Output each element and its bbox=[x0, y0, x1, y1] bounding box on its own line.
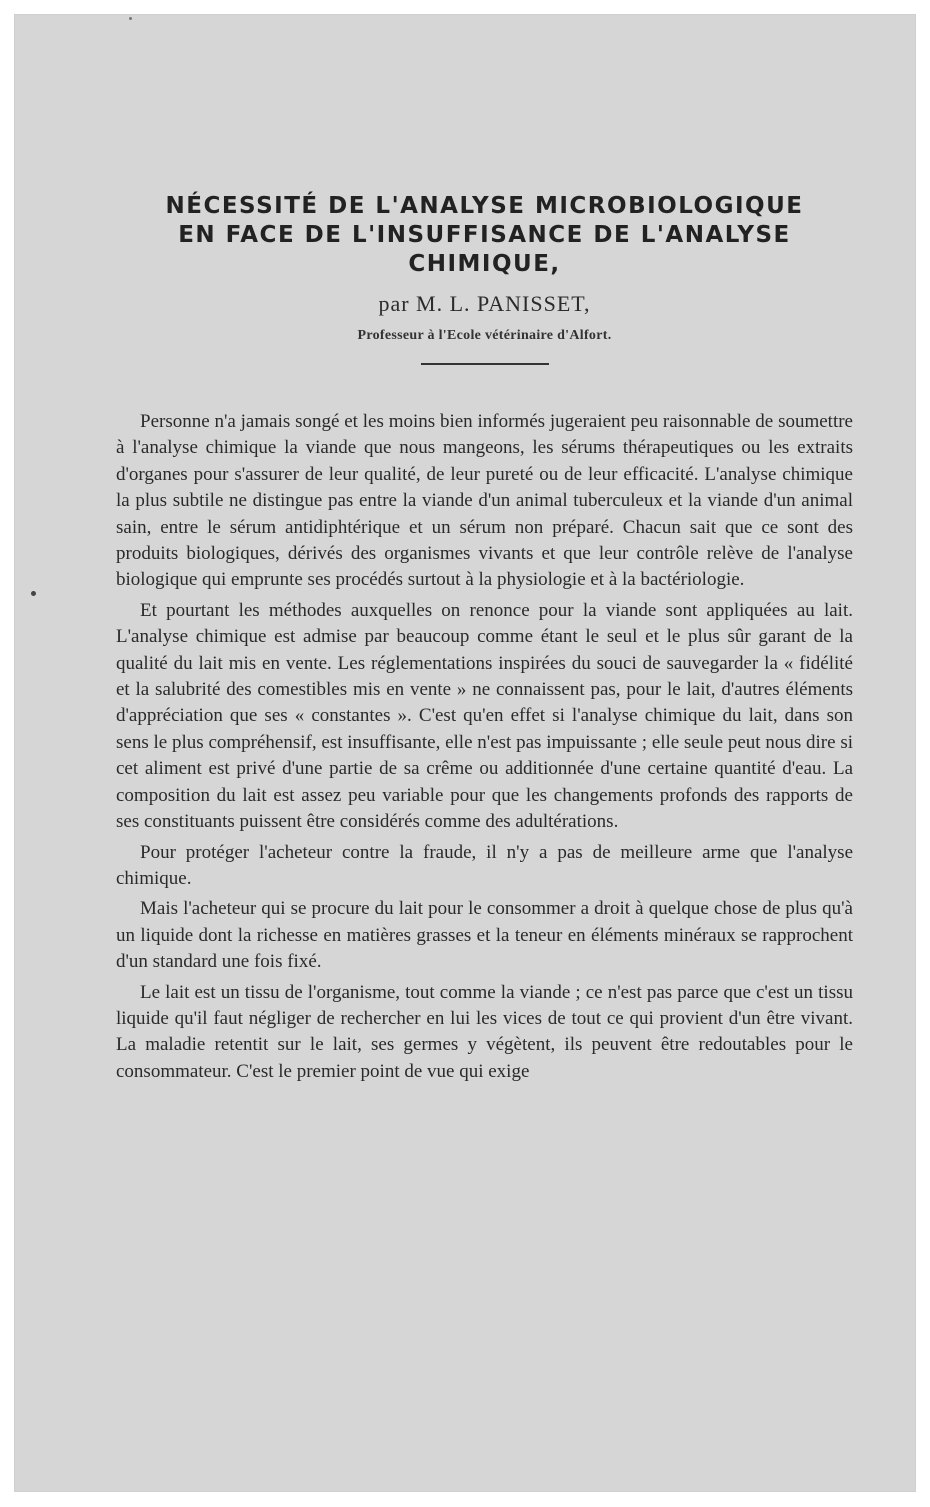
body-paragraph: Pour protéger l'acheteur contre la fraude, il n'y a pas de meilleure arme que l'analyse chimique. bbox=[116, 841, 853, 889]
title-line: NÉCESSITÉ DE L'ANALYSE MICROBIOLOGIQUE bbox=[165, 193, 804, 219]
scan-speck bbox=[129, 17, 132, 20]
article-body bbox=[116, 409, 853, 1085]
title-line: CHIMIQUE, bbox=[408, 251, 561, 277]
body-paragraph: Personne n'a jamais songé et les moins bien informés jugeraient peu raisonnable de soumettre à l'analyse chimique la viande que nous mangeons, les sérums thérapeutiques ou les extraits d'organes pour s'assurer de leur qualité, de leur pureté ou de leur efficacité. L'analyse chimique la plus subtile ne distingue pas entre la viande d'un animal tuberculeux et la viande d'un animal sain, entre le sérum antidiphtérique et un sérum non préparé. Chacun sait que ce sont des produits biologiques, dérivés des organismes vivants et que leur contrôle relève de l'analyse biologique qui emprunte ses procédés surtout à la physiologie et à la bactériologie. bbox=[116, 411, 853, 591]
body-paragraph: Le lait est un tissu de l'organisme, tout comme la viande ; ce n'est pas parce que c'est un tissu liquide qu'il faut négliger de rechercher en lui les vices de tout ce qui provient d'un être vivant. La maladie retentit sur le lait, ses germes y végètent, ils peuvent être redoutables pour le consommateur. C'est le premier point de vue qui exige bbox=[116, 981, 853, 1082]
title-line: EN FACE DE L'INSUFFISANCE DE L'ANALYSE bbox=[178, 222, 791, 248]
margin-mark bbox=[31, 591, 36, 596]
author-affiliation: Professeur à l'Ecole vétérinaire d'Alfort. bbox=[357, 328, 612, 343]
title-divider bbox=[421, 363, 549, 365]
article bbox=[116, 192, 853, 1089]
article-title bbox=[116, 192, 853, 279]
body-paragraph: Mais l'acheteur qui se procure du lait pour le consommer a droit à quelque chose de plus qu'à un liquide dont la richesse en matières grasses et la teneur en éléments minéraux se rapprochent d'un standard une fois fixé. bbox=[116, 898, 853, 973]
body-paragraph: Et pourtant les méthodes auxquelles on renonce pour la viande sont appliquées au lait. L'analyse chimique est admise par beaucoup comme étant le seul et le plus sûr garant de la qualité du lait mis en vente. Les réglementations inspirées du souci de sauvegarder la « fidélité et la salubrité des comestibles mis en vente » ne connaissent pas, pour le lait, d'autres éléments d'appréciation que ses « constantes ». C'est qu'en effet si l'analyse chimique du lait, dans son sens le plus compréhensif, est insuffisante, elle n'est pas impuissante ; elle seule peut nous dire si cet aliment est privé d'une partie de sa crême ou additionnée d'une certaine quantité d'eau. La composition du lait est assez peu variable pour que les changements profonds des rapports de ses constituants puissent être considérés comme des adultérations. bbox=[116, 599, 853, 833]
author-byline: par M. L. PANISSET, bbox=[378, 291, 591, 316]
